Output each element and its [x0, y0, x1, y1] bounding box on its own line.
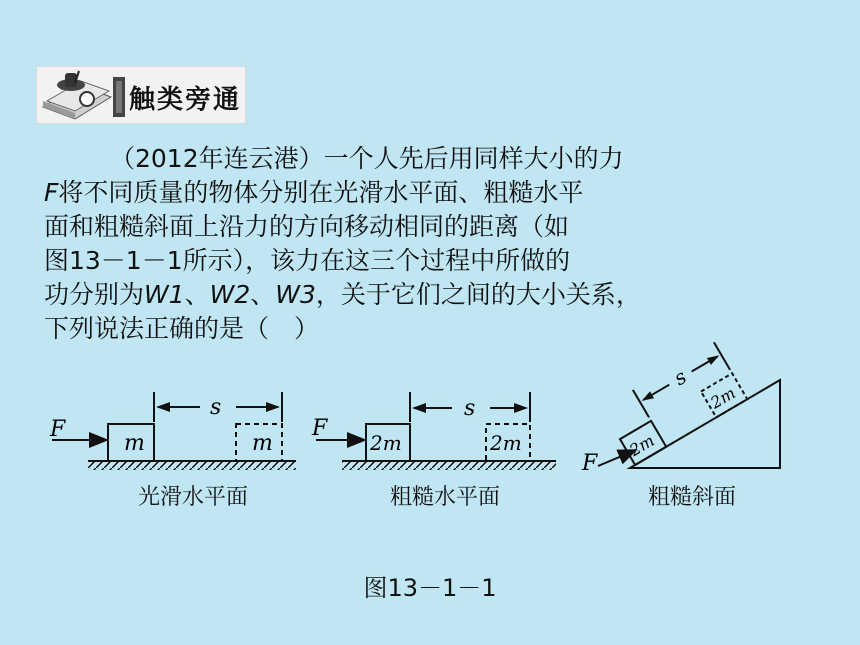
figure-caption: 图13－1－1	[363, 574, 497, 602]
svg-text:s: s	[464, 396, 476, 421]
label-incline: 粗糙斜面	[648, 485, 737, 510]
panel-rough	[311, 392, 556, 470]
svg-text:m: m	[252, 431, 273, 456]
svg-text:2m: 2m	[370, 431, 402, 455]
work-w2: W2	[209, 280, 251, 309]
books-pen-icon	[39, 69, 129, 121]
section-header	[36, 66, 246, 124]
work-w1: W1	[144, 280, 185, 309]
problem-line-3: 面和粗糙斜面上沿力的方向移动相同的距离（如	[44, 212, 570, 241]
distance-label: s	[210, 395, 222, 420]
label-rough: 粗糙水平面	[390, 485, 501, 510]
problem-text	[44, 142, 774, 346]
svg-text:s: s	[669, 364, 691, 391]
svg-text:2m: 2m	[626, 430, 658, 460]
section-title: 触类旁通	[129, 85, 242, 115]
work-w3: W3	[275, 280, 316, 309]
svg-text:2m: 2m	[707, 383, 739, 413]
label-smooth: 光滑水平面	[138, 485, 249, 510]
svg-text:F: F	[582, 451, 598, 476]
mass-label: m	[124, 431, 145, 456]
problem-line-5: 功分别为W1、W2、W3，关于它们之间的大小关系，	[44, 280, 641, 309]
physics-diagram	[0, 340, 860, 540]
problem-line-6: 下列说法正确的是（ ）	[44, 314, 320, 343]
panel-incline	[581, 342, 780, 476]
problem-line-4: 图13－1－1所示），该力在这三个过程中所做的	[44, 246, 571, 275]
force-variable: F	[44, 178, 59, 207]
svg-text:F: F	[312, 416, 328, 441]
force-label: F	[50, 417, 66, 442]
problem-line-2: F将不同质量的物体分别在光滑水平面、粗糙水平	[44, 178, 584, 207]
panel-smooth	[49, 392, 296, 470]
problem-line-1: （2012年连云港）一个人先后用同样大小的力	[110, 144, 624, 173]
svg-text:2m: 2m	[490, 431, 522, 455]
